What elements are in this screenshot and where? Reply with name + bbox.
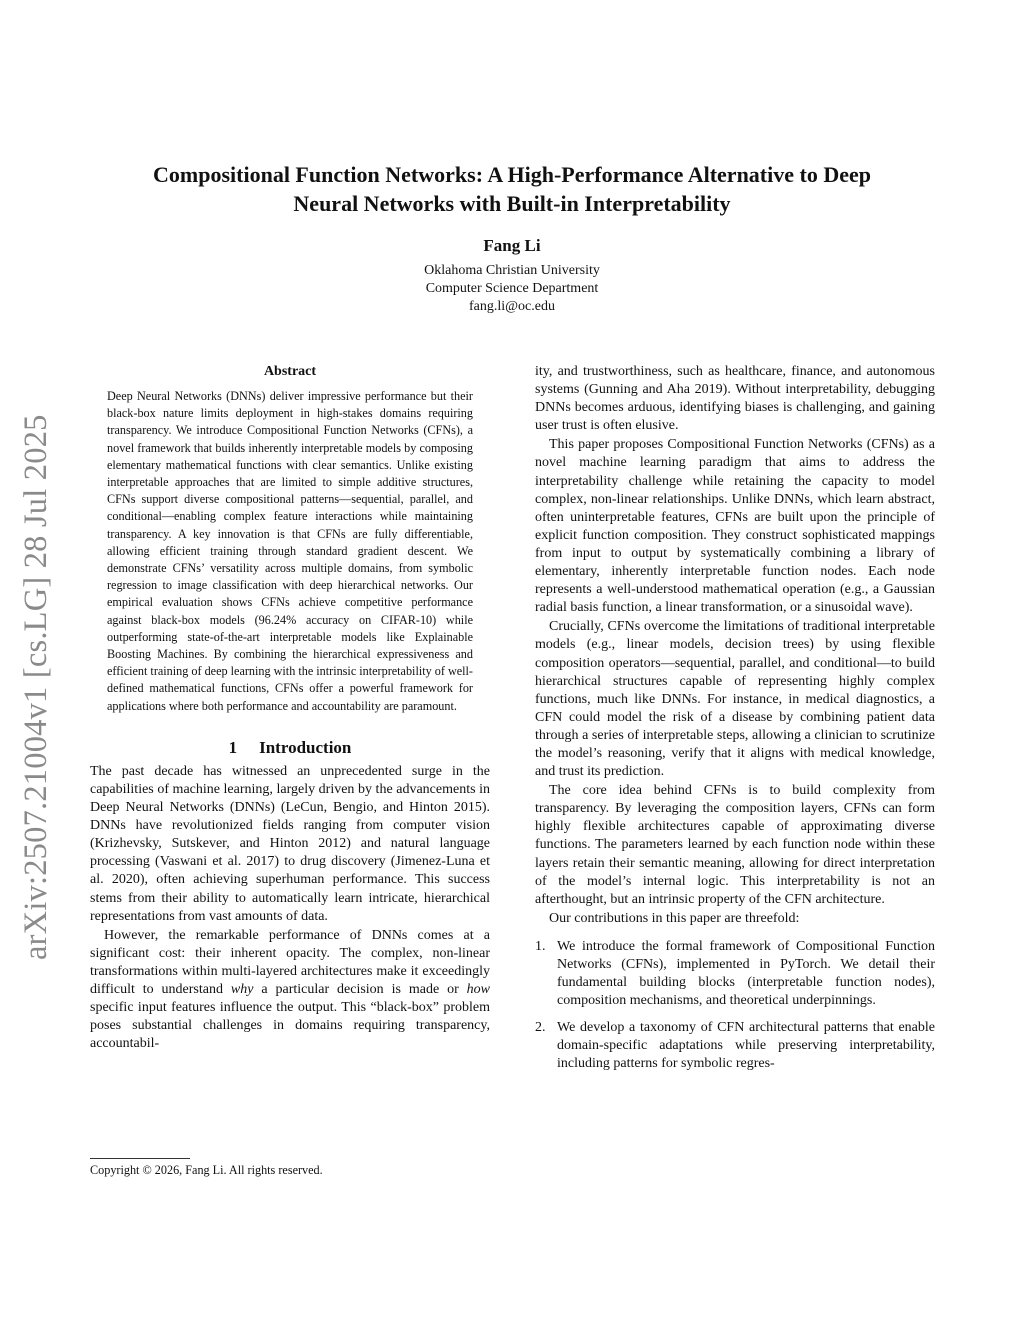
title-line-1: Compositional Function Networks: A High-Performance Alternative to Deep xyxy=(153,162,871,187)
list-item xyxy=(535,1019,935,1073)
abstract-text: Deep Neural Networks (DNNs) deliver impressive performance but their black-box nature limits deployment in high-stakes domains requiring transparency. We introduce Compositional Function Networks (CFNs), a novel framework that builds inherently interpretable models by composing elementary mathematical functions with clear semantics. Unlike existing interpretable approaches that are limited to simple additive structures, CFNs support diverse compositional patterns—sequential, parallel, and conditional—enabling complex feature interactions while maintaining transparency. A key innovation is that CFNs are fully differentiable, allowing efficient training through standard gradient descent. We demonstrate CFNs’ versatility across multiple domains, from symbolic regression to image classification with deep hierarchical networks. Our empirical evaluation shows CFNs achieve competitive performance against black-box models (96.24% accuracy on CIFAR-10) while outperforming state-of-the-art interpretable models like Explainable Boosting Machines. By combining the hierarchical expressiveness and efficient training of deep learning with the intrinsic interpretability of well-defined mathematical functions, CFNs offer a powerful framework for applications where both performance and accountability are paramount. xyxy=(107,389,473,713)
list-item-number: 2. xyxy=(535,1020,546,1036)
intro-paragraph-3: This paper proposes Compositional Function Networks (CFNs) as a novel machine learning paradigm that aims to address the interpretability challenge while retaining the capacity to model complex, non-linear relationships. Unlike DNNs, which learn abstract, often uninterpretable features, CFNs are built upon the principle of explicit function composition. They construct sophisticated mappings from input to output by systematically combining a library of elementary, inherently interpretable function nodes. Each node represents a well-understood mathematical operation (e.g., a Gaussian radial basis function, a linear transformation, or a sinusoidal wave). xyxy=(535,437,935,616)
intro-paragraph-5: The core idea behind CFNs is to build complexity from transparency. By leveraging the composition layers, CFNs can form highly flexible architectures capable of approximating diverse functions. The parameters learned by each function node within these layers retain their semantic meaning, allowing for direct interpretation of the model’s internal logic. This interpretability is not an afterthought, but an intrinsic property of the CFN architecture. xyxy=(535,783,935,907)
contributions-list xyxy=(535,938,935,1074)
affiliation-block xyxy=(100,262,924,316)
emphasis-how: how xyxy=(466,981,490,997)
section-number: 1 xyxy=(228,737,238,757)
title-line-2: Neural Networks with Built-in Interpretability xyxy=(293,191,731,216)
arxiv-identifier-stamp: arXiv:2507.21004v1 [cs.LG] 28 Jul 2025 xyxy=(18,414,54,960)
title-block xyxy=(100,160,924,316)
section-title: Introduction xyxy=(259,737,352,757)
emphasis-why: why xyxy=(230,981,254,997)
right-column xyxy=(535,363,935,1083)
author-email: fang.li@oc.edu xyxy=(469,299,555,314)
intro-paragraph-2: However, the remarkable performance of DNNs comes at a significant cost: their inherent opacity. The complex, non-linear transformations within multi-layered architectures make it exceedingly difficult to understand why a particular decision is made or how specific input features influence the output. This “black-box” problem poses substantial challenges in domains requiring transparency, accountabil- xyxy=(90,927,490,1052)
footnote-divider xyxy=(90,1158,190,1159)
list-item-text: We develop a taxonomy of CFN architectural patterns that enable domain-specific adaptations while preserving interpretability, including patterns for symbolic regres- xyxy=(557,1020,935,1072)
list-item xyxy=(535,938,935,1010)
affiliation-department: Computer Science Department xyxy=(425,281,599,296)
list-item-number: 1. xyxy=(535,938,546,954)
intro-paragraph-2-continued: ity, and trustworthiness, such as healthcare, finance, and autonomous systems (Gunning and Aha 2019). Without interpretability, debugging DNNs becomes arduous, identifying biases is challenging, and gaining user trust is often elusive. xyxy=(535,364,935,434)
author-name: Fang Li xyxy=(483,236,541,255)
paper-title xyxy=(100,160,924,218)
left-column xyxy=(90,362,490,1053)
contributions-intro: Our contributions in this paper are threefold: xyxy=(549,910,800,926)
list-item-text: We introduce the formal framework of Compositional Function Networks (CFNs), implemented in PyTorch. We detail their fundamental building blocks (interpretable function nodes), composition mechanisms, and theoretical underpinnings. xyxy=(557,938,935,1009)
affiliation-university: Oklahoma Christian University xyxy=(424,263,600,278)
intro-paragraph-4: Crucially, CFNs overcome the limitations of traditional interpretable models (e.g., linear models, decision trees) by using flexible composition operators—sequential, parallel, and conditional—to build hierarchical structures capable of representing highly complex functions, much like DNNs. For instance, in medical diagnostics, a CFN could model the risk of a disease by combining patient data through a series of interpretable steps, allowing a clinician to scrutinize the model’s reasoning, verify that it aligns with medical knowledge, and trust its prediction. xyxy=(535,619,935,780)
copyright-footnote: Copyright © 2026, Fang Li. All rights reserved. xyxy=(90,1163,323,1177)
section-heading-introduction xyxy=(90,737,490,759)
intro-paragraph-1: The past decade has witnessed an unprecedented surge in the capabilities of machine learning, largely driven by the advancements in Deep Neural Networks (DNNs) (LeCun, Bengio, and Hinton 2015). DNNs have revolutionized fields ranging from computer vision (Krizhevsky, Sutskever, and Hinton 2012) and natural language processing (Vaswani et al. 2017) to drug discovery (Jimenez-Luna et al. 2020), often achieving superhuman performance. This success stems from their ability to automatically learn intricate, hierarchical representations from vast amounts of data. xyxy=(90,763,490,924)
abstract-heading: Abstract xyxy=(263,364,317,379)
